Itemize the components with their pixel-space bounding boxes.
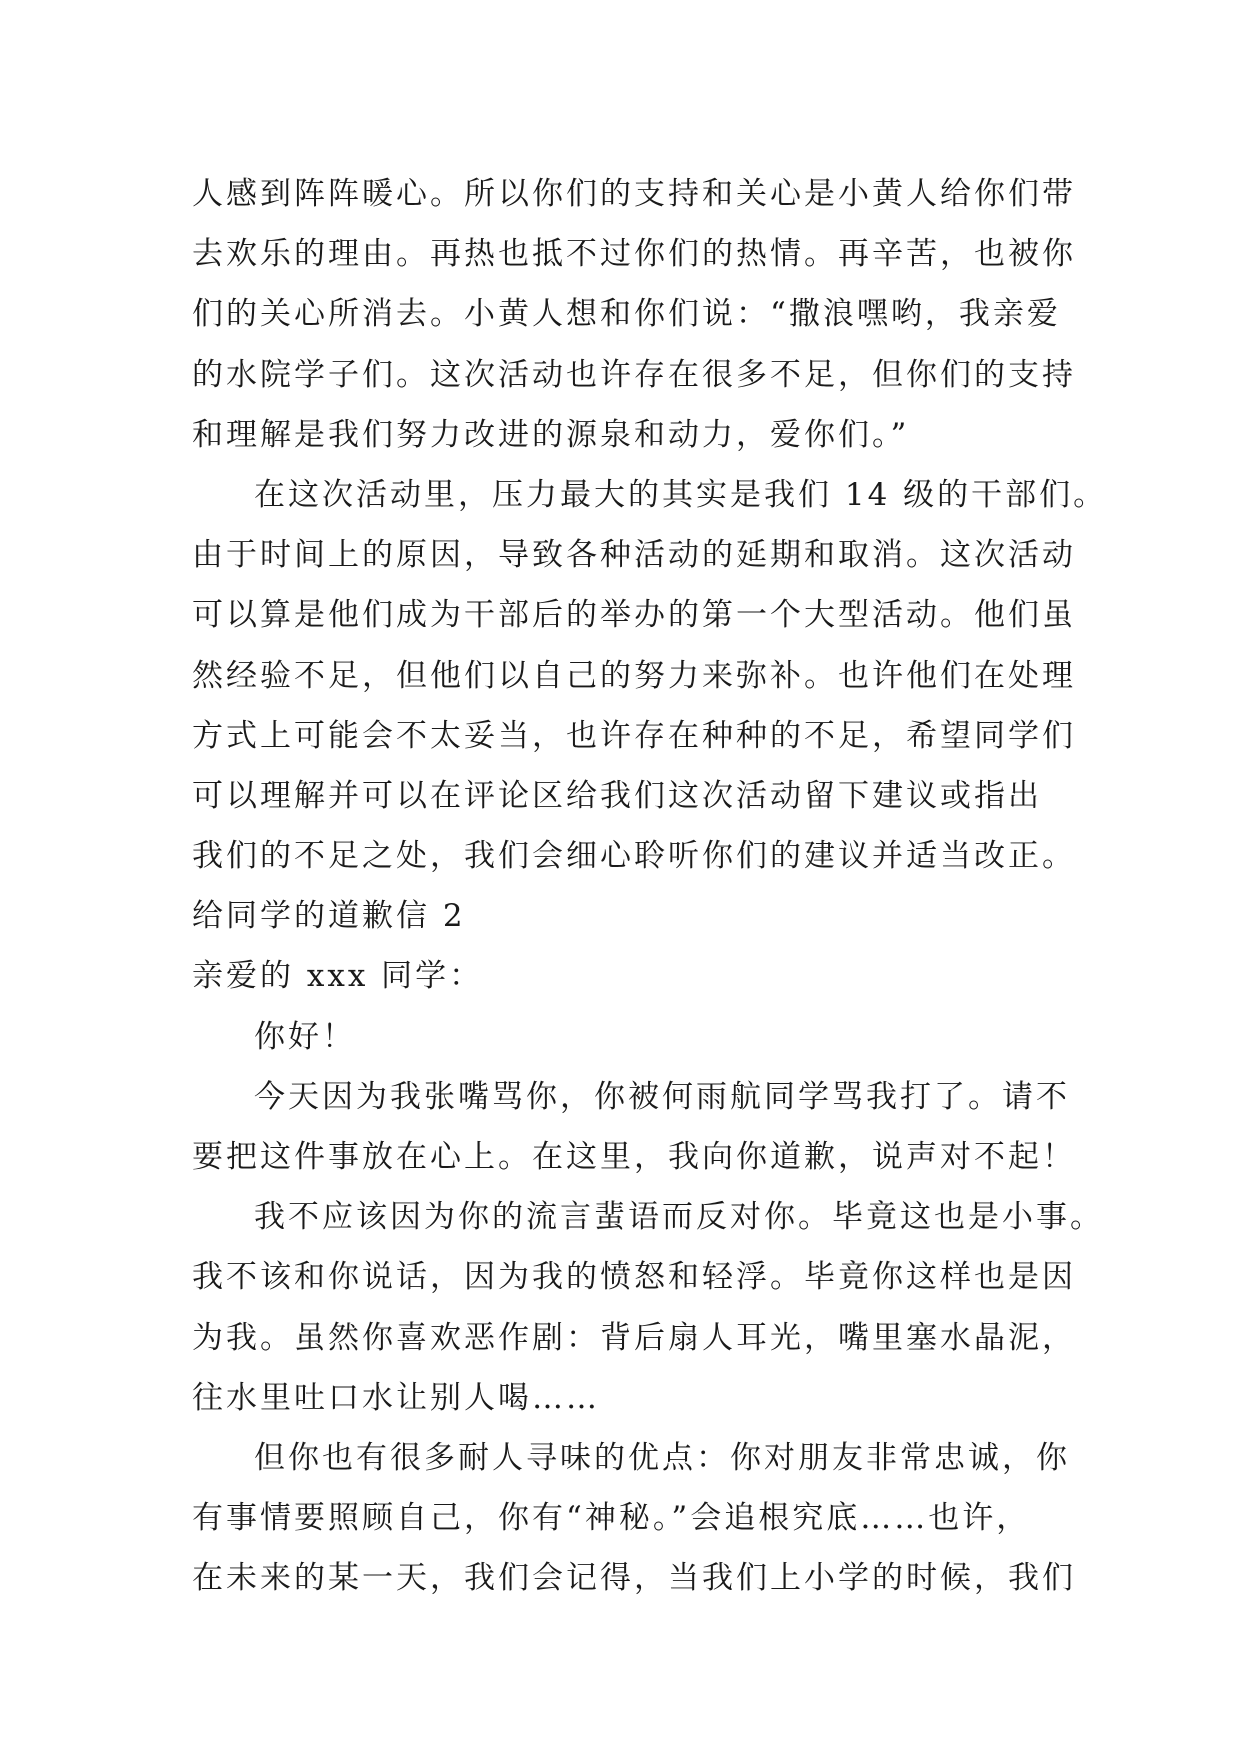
text-line: 我们的不足之处，我们会细心聆听你们的建议并适当改正。 <box>192 838 1076 875</box>
text-line: 但你也有很多耐人寻味的优点：你对朋友非常忠诚，你 <box>254 1439 1070 1476</box>
text-line: 去欢乐的理由。再热也抵不过你们的热情。再辛苦，也被你 <box>192 236 1076 273</box>
text-line: 和理解是我们努力改进的源泉和动力，爱你们。” <box>192 416 910 453</box>
text-line: 方式上可能会不太妥当，也许存在种种的不足，希望同学们 <box>192 717 1076 754</box>
text-line: 有事情要照顾自己，你有“神秘。”会追根究底……也许， <box>192 1500 1031 1537</box>
text-line: 的水院学子们。这次活动也许存在很多不足，但你们的支持 <box>192 356 1076 393</box>
text-line: 们的关心所消去。小黄人想和你们说：“撒浪嘿哟，我亲爱 <box>192 296 1061 333</box>
section-heading: 给同学的道歉信 2 <box>192 898 466 935</box>
text-line: 由于时间上的原因，导致各种活动的延期和取消。这次活动 <box>192 537 1076 574</box>
greeting: 你好！ <box>254 1018 356 1055</box>
text-line: 往水里吐口水让别人喝…… <box>192 1379 600 1416</box>
text-line: 在这次活动里，压力最大的其实是我们 14 级的干部们。 <box>254 476 1108 513</box>
text-line: 为我。虽然你喜欢恶作剧：背后扇人耳光，嘴里塞水晶泥， <box>192 1319 1076 1356</box>
text-line: 我不该和你说话，因为我的愤怒和轻浮。毕竟你这样也是因 <box>192 1259 1076 1296</box>
text-line: 今天因为我张嘴骂你，你被何雨航同学骂我打了。请不 <box>254 1078 1070 1115</box>
text-line: 可以理解并可以在评论区给我们这次活动留下建议或指出 <box>192 777 1042 814</box>
text-line: 然经验不足，但他们以自己的努力来弥补。也许他们在处理 <box>192 657 1076 694</box>
text-line: 在未来的某一天，我们会记得，当我们上小学的时候，我们 <box>192 1560 1076 1597</box>
salutation: 亲爱的 xxx 同学： <box>192 958 484 995</box>
text-line: 人感到阵阵暖心。所以你们的支持和关心是小黄人给你们带 <box>192 176 1076 212</box>
text-line: 我不应该因为你的流言蜚语而反对你。毕竟这也是小事。 <box>254 1199 1104 1236</box>
document-body <box>192 164 1108 1609</box>
text-line: 可以算是他们成为干部后的举办的第一个大型活动。他们虽 <box>192 597 1076 634</box>
text-line: 要把这件事放在心上。在这里，我向你道歉，说声对不起！ <box>192 1139 1076 1175</box>
